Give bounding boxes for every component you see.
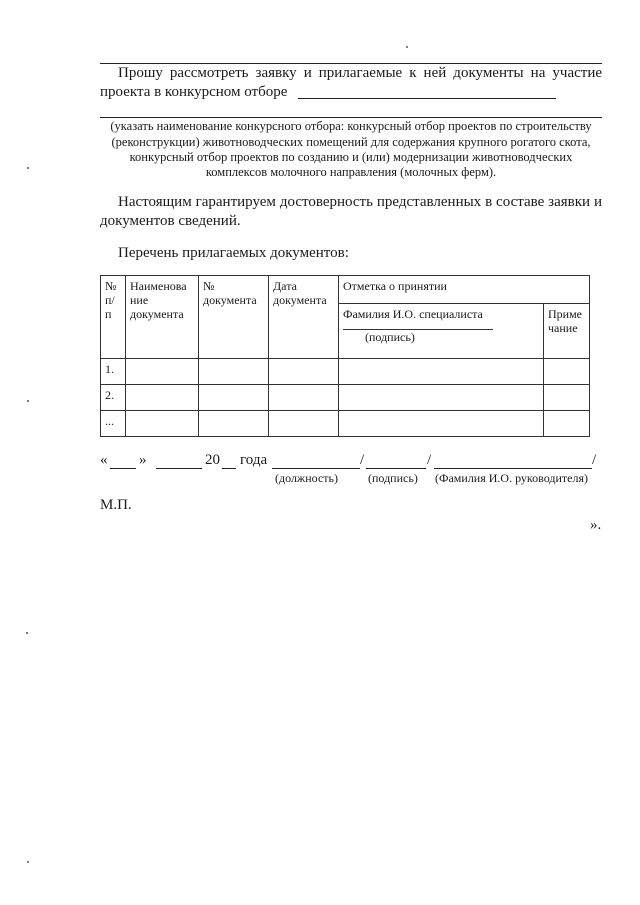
position-field[interactable] — [272, 468, 360, 469]
header-doc-name: Наименова ние документа — [126, 276, 199, 359]
row-cell[interactable] — [339, 411, 544, 437]
year-suffix: года — [240, 452, 268, 468]
header-num: № п/п — [101, 276, 126, 359]
subheader-note: Приме чание — [544, 303, 590, 358]
subheader-signature-label: (подпись) — [365, 329, 415, 344]
row-cell[interactable] — [126, 385, 199, 411]
row-cell[interactable] — [269, 385, 339, 411]
row-cell[interactable] — [199, 359, 269, 385]
header-doc-number: № документа — [199, 276, 269, 359]
caption-signature: (подпись) — [368, 471, 418, 485]
request-line-1: Прошу рассмотреть заявку и прилагаемые к ней документы на участие — [118, 65, 602, 81]
caption-position: (должность) — [275, 471, 338, 485]
row-number: 2. — [101, 385, 126, 411]
signature-field[interactable] — [366, 468, 426, 469]
row-cell[interactable] — [269, 411, 339, 437]
row-cell[interactable] — [269, 359, 339, 385]
row-cell[interactable] — [339, 359, 544, 385]
table-header-row — [101, 276, 590, 304]
stamp-mark: М.П. — [100, 497, 132, 513]
year-prefix: 20 — [205, 452, 220, 468]
hint-line-3: конкурсный отбор проектов по созданию и (или) модернизации животноводческих — [129, 150, 573, 164]
table-row — [101, 411, 590, 437]
header-doc-date: Дата документа — [269, 276, 339, 359]
slash-3: / — [592, 452, 597, 468]
day-field[interactable] — [110, 468, 136, 469]
guarantee-line-1: Настоящим гарантируем достоверность представленных в составе заявки и — [118, 194, 602, 210]
hint-line-1: (указать наименование конкурсного отбора: конкурсный отбор проектов по строительству — [110, 119, 592, 133]
documents-list-title: Перечень прилагаемых документов: — [118, 245, 349, 261]
table-row — [101, 385, 590, 411]
guarantee-line-2: документов сведений. — [100, 213, 241, 229]
row-cell[interactable] — [339, 385, 544, 411]
slash-1: / — [360, 452, 365, 468]
header-acceptance-mark: Отметка о принятии — [339, 276, 590, 304]
scan-speck — [26, 632, 28, 634]
documents-table — [100, 275, 590, 437]
row-cell[interactable] — [544, 359, 590, 385]
hint-line-2: (реконструкции) животноводческих помещений для содержания крупного рогатого скота, — [111, 135, 591, 149]
request-line-2: проекта в конкурсном отборе — [100, 84, 288, 100]
slash-2: / — [427, 452, 432, 468]
competition-name-field[interactable] — [298, 98, 556, 99]
scan-speck — [406, 46, 408, 48]
subheader-specialist — [339, 303, 544, 358]
subheader-specialist-label: Фамилия И.О. специалиста — [343, 306, 483, 321]
scan-speck — [27, 861, 29, 863]
row-cell[interactable] — [199, 411, 269, 437]
hint-line-4: комплексов молочного направления (молочных ферм). — [205, 165, 497, 179]
row-cell[interactable] — [126, 359, 199, 385]
row-cell[interactable] — [126, 411, 199, 437]
row-cell[interactable] — [544, 385, 590, 411]
row-number: ... — [101, 411, 126, 437]
year-field[interactable] — [222, 468, 236, 469]
row-cell[interactable] — [199, 385, 269, 411]
scan-speck — [27, 400, 29, 402]
scan-speck — [27, 167, 29, 169]
date-open-quote: « — [100, 452, 108, 468]
caption-head-name: (Фамилия И.О. руководителя) — [435, 471, 588, 485]
table-row — [101, 359, 590, 385]
month-field[interactable] — [156, 468, 202, 469]
head-name-field[interactable] — [434, 468, 592, 469]
closing-quote: ». — [590, 517, 602, 533]
row-cell[interactable] — [544, 411, 590, 437]
row-number: 1. — [101, 359, 126, 385]
date-close-quote: » — [139, 452, 147, 468]
